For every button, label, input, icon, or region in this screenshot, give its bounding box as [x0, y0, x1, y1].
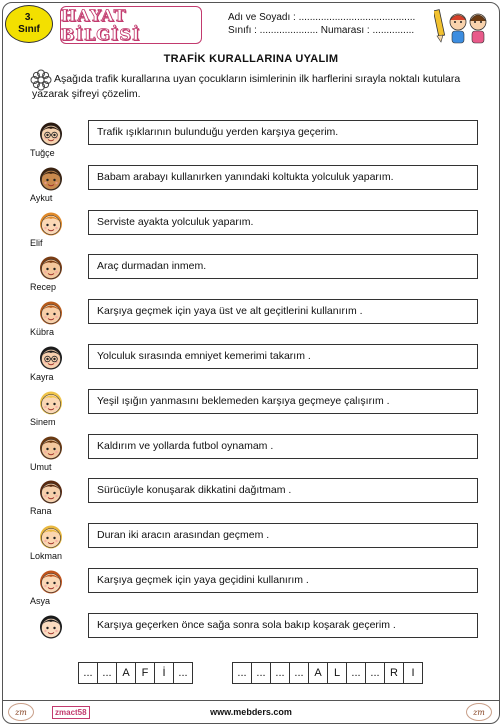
zm-logo-left: zm: [8, 703, 34, 721]
grade-word: Sınıf: [18, 24, 40, 35]
website-link[interactable]: www.mebders.com: [210, 707, 292, 717]
sentence-row: [0, 163, 502, 207]
speech-bubble: Kaldırım ve yollarda futbol oynamam .: [88, 434, 478, 459]
name-field[interactable]: Adı ve Soyadı : ..........................................: [228, 12, 416, 23]
answer-box[interactable]: L: [327, 662, 347, 684]
sentence-row: [0, 208, 502, 252]
speech-bubble: Yeşil ışığın yanmasını beklemeden karşıya geçmeye çalışırım .: [88, 389, 478, 414]
worksheet-code: zmact58: [52, 706, 90, 719]
child-face-icon: [36, 387, 66, 417]
child-name: Aykut: [30, 192, 53, 203]
answer-box[interactable]: I: [403, 662, 423, 684]
speech-bubble: Serviste ayakta yolculuk yaparım.: [88, 210, 478, 235]
child-name: Umut: [30, 461, 52, 472]
sentence-row: [0, 297, 502, 341]
student-info: [208, 6, 432, 44]
speech-bubble: Karşıya geçerken önce sağa sonra sola bakıp koşarak geçerim .: [88, 613, 478, 638]
child-name: Sinem: [30, 416, 56, 427]
child-face-icon: [36, 118, 66, 148]
instruction-text: Aşağıda trafik kurallarına uyan çocukların isimlerinin ilk harflerini sırayla noktalı kutulara yazarak şifreyi çözelim.: [32, 73, 461, 100]
child-name: Recep: [30, 282, 57, 293]
sentence-row: [0, 611, 502, 655]
answer-boxes-right: [232, 662, 422, 684]
answer-box[interactable]: ...: [232, 662, 252, 684]
subject-title: HAYAT BİLGİSİ: [61, 6, 141, 44]
answer-box[interactable]: R: [384, 662, 404, 684]
answer-box[interactable]: ...: [97, 662, 117, 684]
sentence-row: [0, 252, 502, 296]
child-name: Tuğçe: [30, 148, 55, 158]
speech-bubble: Yolculuk sırasında emniyet kemerimi takarım .: [88, 344, 478, 369]
child-face-icon: [36, 208, 66, 238]
answer-box[interactable]: ...: [251, 662, 271, 684]
answer-box[interactable]: ...: [346, 662, 366, 684]
child-name: Lokman: [30, 551, 63, 562]
child-face-icon: [36, 521, 66, 551]
answer-box[interactable]: F: [135, 662, 155, 684]
answer-box[interactable]: ...: [365, 662, 385, 684]
answer-box[interactable]: A: [116, 662, 136, 684]
children-with-pencil-icon: [434, 4, 492, 46]
sentence-row: [0, 342, 502, 386]
sentence-row: [0, 476, 502, 520]
child-name: Kübra: [30, 327, 55, 338]
answer-box[interactable]: ...: [289, 662, 309, 684]
child-face-icon: [36, 297, 66, 327]
answer-box[interactable]: A: [308, 662, 328, 684]
speech-bubble: Sürücüyle konuşarak dikkatini dağıtmam .: [88, 478, 478, 503]
speech-bubble: Trafik ışıklarının bulunduğu yerden karşıya geçerim.: [88, 120, 478, 145]
subject-title-box: [60, 6, 202, 44]
child-name: Rana: [30, 506, 52, 517]
sentence-row: [0, 566, 502, 610]
sentence-row: [0, 432, 502, 476]
child-face-icon: [36, 432, 66, 462]
answer-box[interactable]: İ: [154, 662, 174, 684]
grade-badge: [5, 5, 53, 43]
speech-bubble: Babam arabayı kullanırken yanındaki koltukta yolculuk yaparım.: [88, 165, 478, 190]
speech-bubble: Araç durmadan inmem.: [88, 254, 478, 279]
worksheet-title: TRAFİK KURALLARINA UYALIM: [163, 53, 339, 65]
child-name: Asya: [30, 596, 51, 606]
footer-divider: [2, 700, 500, 701]
child-name: Elif: [30, 237, 43, 248]
child-face-icon: [36, 342, 66, 372]
answer-boxes-left: [78, 662, 192, 684]
child-face-icon: [36, 566, 66, 596]
child-face-icon: [36, 611, 66, 641]
zm-logo-right: zm: [466, 703, 492, 721]
child-face-icon: [36, 163, 66, 193]
answer-box[interactable]: ...: [78, 662, 98, 684]
speech-bubble: Duran iki aracın arasından geçmem .: [88, 523, 478, 548]
child-face-icon: [36, 476, 66, 506]
sentence-row: [0, 521, 502, 565]
sentence-row: [0, 118, 502, 162]
speech-bubble: Karşıya geçmek için yaya geçidini kullanırım .: [88, 568, 478, 593]
sentence-row: [0, 387, 502, 431]
speech-bubble: Karşıya geçmek için yaya üst ve alt geçitlerini kullanırım .: [88, 299, 478, 324]
child-name: Kayra: [30, 372, 54, 382]
answer-box[interactable]: ...: [270, 662, 290, 684]
class-number-field[interactable]: Sınıfı : ..................... Numarası : ...............: [228, 25, 415, 36]
child-face-icon: [36, 252, 66, 282]
grade-number: 3.: [24, 12, 34, 23]
answer-box[interactable]: ...: [173, 662, 193, 684]
